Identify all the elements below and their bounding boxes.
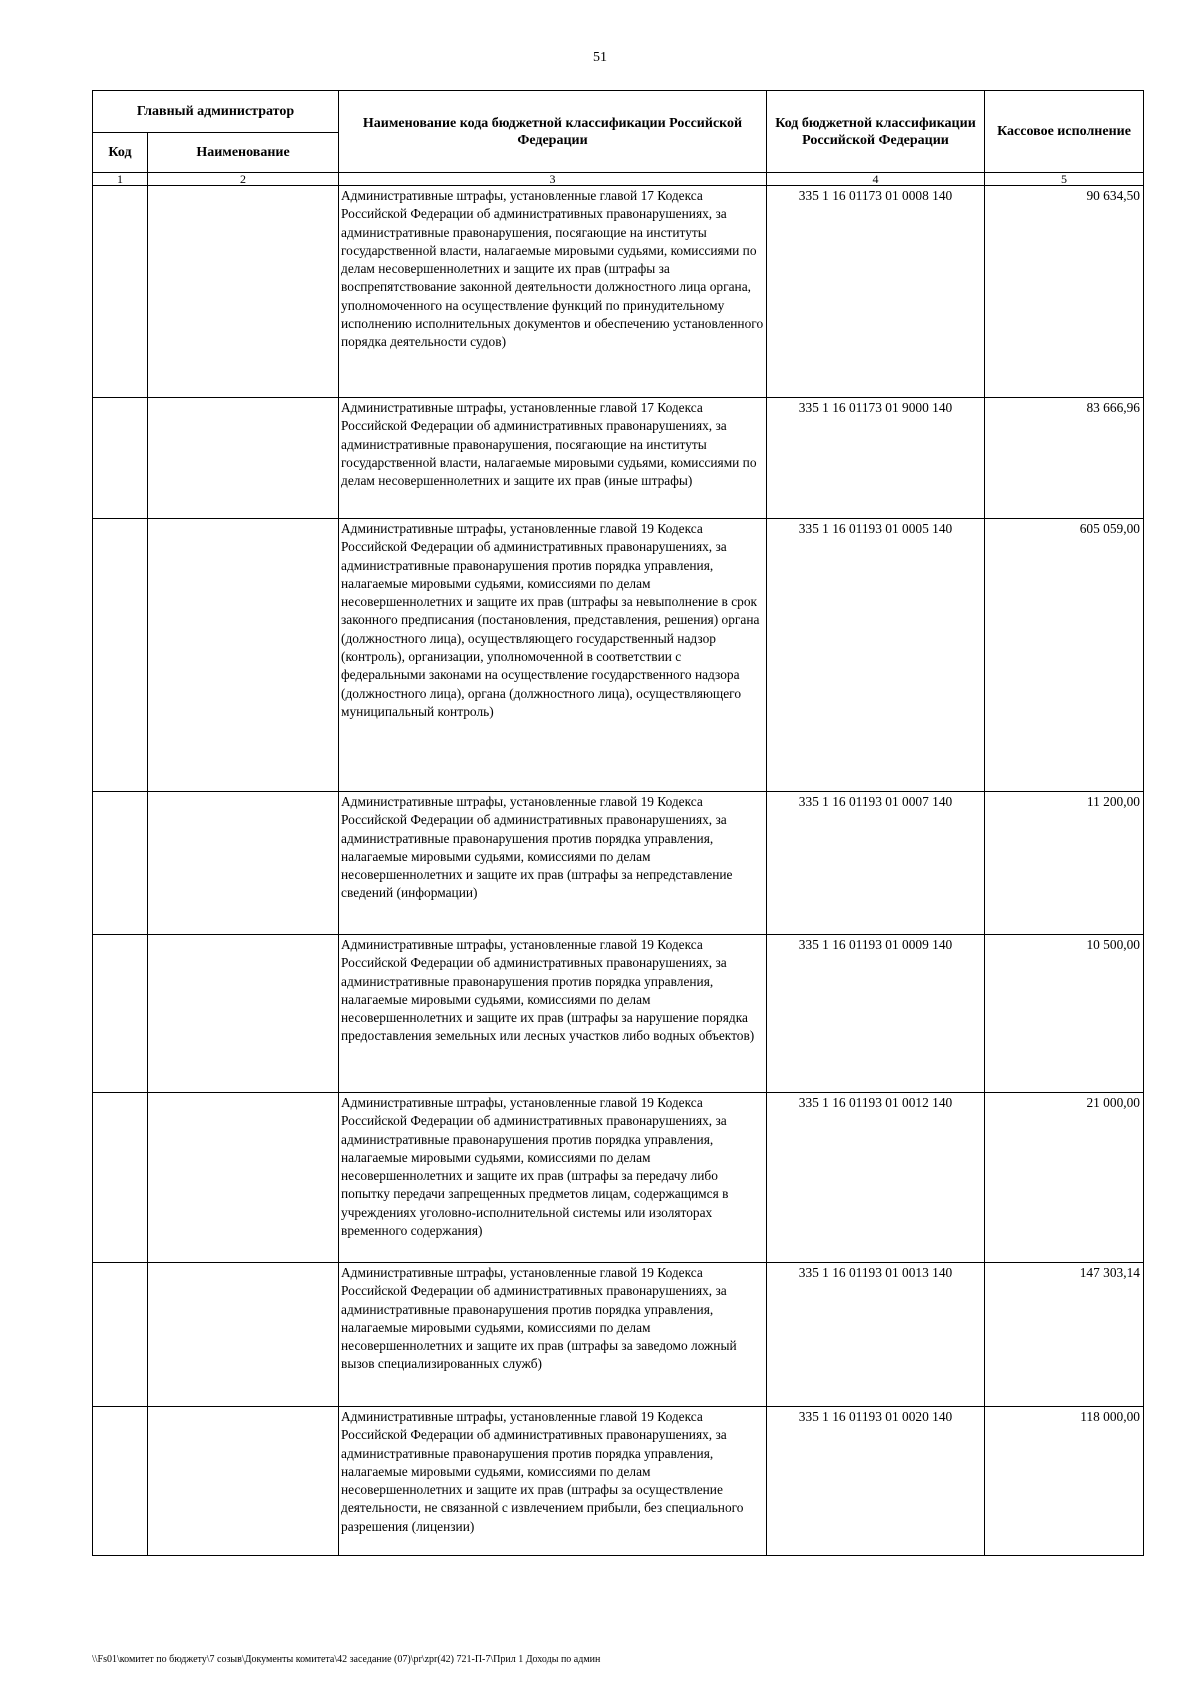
amount-cell: 21 000,00: [985, 1093, 1144, 1263]
amount-cell: 118 000,00: [985, 1407, 1144, 1556]
bk-name-cell: Административные штрафы, установленные главой 17 Кодекса Российской Федерации об административных правонарушениях, за административные правонарушения, посягающие на институты государственной власти, налагаемые мировыми судьями, комиссиями по делам несовершеннолетних и защите их прав (иные штрафы): [339, 398, 767, 519]
admin-code-cell: [93, 1407, 148, 1556]
header-name: Наименование: [148, 133, 339, 173]
bk-name-cell: Административные штрафы, установленные главой 19 Кодекса Российской Федерации об административных правонарушениях, за административные правонарушения против порядка управления, налагаемые мировыми судьями, комиссиями по делам несовершеннолетних и защите их прав (штрафы за непредставление сведений (информации): [339, 792, 767, 935]
bk-code-cell: 335 1 16 01193 01 0005 140: [767, 519, 985, 792]
amount-cell: 90 634,50: [985, 186, 1144, 398]
page-number: 51: [593, 50, 607, 65]
table-row: [93, 1263, 1144, 1407]
header-bk-code: Код бюджетной классификации Российской Федерации: [767, 91, 985, 173]
admin-name-cell: [148, 1407, 339, 1556]
bk-code-cell: 335 1 16 01193 01 0012 140: [767, 1093, 985, 1263]
amount-cell: 83 666,96: [985, 398, 1144, 519]
admin-code-cell: [93, 792, 148, 935]
admin-name-cell: [148, 935, 339, 1093]
admin-code-cell: [93, 186, 148, 398]
bk-code-cell: 335 1 16 01193 01 0009 140: [767, 935, 985, 1093]
bk-code-cell: 335 1 16 01173 01 0008 140: [767, 186, 985, 398]
amount-cell: 11 200,00: [985, 792, 1144, 935]
bk-name-cell: Административные штрафы, установленные главой 19 Кодекса Российской Федерации об административных правонарушениях, за административные правонарушения против порядка управления, налагаемые мировыми судьями, комиссиями по делам несовершеннолетних и защите их прав (штрафы за передачу либо попытку передачи запрещенных предметов лицам, содержащимся в учреждениях уголовно-исполнительной системы или изоляторах временного содержания): [339, 1093, 767, 1263]
admin-code-cell: [93, 1093, 148, 1263]
header-chief-admin: Главный администратор: [93, 91, 339, 133]
amount-cell: 10 500,00: [985, 935, 1144, 1093]
admin-name-cell: [148, 519, 339, 792]
table-row: [93, 519, 1144, 792]
table-row: [93, 792, 1144, 935]
table-row: [93, 935, 1144, 1093]
admin-name-cell: [148, 398, 339, 519]
admin-code-cell: [93, 519, 148, 792]
bk-code-cell: 335 1 16 01193 01 0007 140: [767, 792, 985, 935]
bk-code-cell: 335 1 16 01193 01 0013 140: [767, 1263, 985, 1407]
admin-name-cell: [148, 1093, 339, 1263]
amount-cell: 147 303,14: [985, 1263, 1144, 1407]
column-number: 2: [148, 173, 339, 186]
column-number: 4: [767, 173, 985, 186]
header-bk-name: Наименование кода бюджетной классификации Российской Федерации: [339, 91, 767, 173]
admin-code-cell: [93, 935, 148, 1093]
bk-name-cell: Административные штрафы, установленные главой 19 Кодекса Российской Федерации об административных правонарушениях, за административные правонарушения против порядка управления, налагаемые мировыми судьями, комиссиями по делам несовершеннолетних и защите их прав (штрафы за нарушение порядка предоставления земельных или лесных участков либо водных объектов): [339, 935, 767, 1093]
header-execution: Кассовое исполнение: [985, 91, 1144, 173]
bk-code-cell: 335 1 16 01173 01 9000 140: [767, 398, 985, 519]
table-row: [93, 186, 1144, 398]
bk-name-cell: Административные штрафы, установленные главой 19 Кодекса Российской Федерации об административных правонарушениях, за административные правонарушения против порядка управления, налагаемые мировыми судьями, комиссиями по делам несовершеннолетних и защите их прав (штрафы за невыполнение в срок законного предписания (постановления, представления, решения) органа (должностного лица), осуществляющего государственный надзор (контроль), организации, уполномоченной в соответствии с федеральными законами на осуществление государственного надзора (должностного лица), органа (должностного лица), осуществляющего муниципальный контроль): [339, 519, 767, 792]
admin-code-cell: [93, 398, 148, 519]
header-code: Код: [93, 133, 148, 173]
budget-table: [92, 90, 1144, 1556]
amount-cell: 605 059,00: [985, 519, 1144, 792]
footer-file-path: \\Fs01\комитет по бюджету\7 созыв\Документы комитета\42 заседание (07)\pr\zpr(42) 721-П-7\Прил 1 Доходы по админ: [92, 1654, 601, 1665]
column-number: 5: [985, 173, 1144, 186]
bk-name-cell: Административные штрафы, установленные главой 17 Кодекса Российской Федерации об административных правонарушениях, за административные правонарушения, посягающие на институты государственной власти, налагаемые мировыми судьями, комиссиями по делам несовершеннолетних и защите их прав (штрафы за воспрепятствование законной деятельности должностного лица органа, уполномоченного на осуществление функций по принудительному исполнению исполнительных документов и обеспечению установленного порядка деятельности судов): [339, 186, 767, 398]
admin-name-cell: [148, 792, 339, 935]
table-row: [93, 1093, 1144, 1263]
admin-name-cell: [148, 1263, 339, 1407]
bk-code-cell: 335 1 16 01193 01 0020 140: [767, 1407, 985, 1556]
bk-name-cell: Административные штрафы, установленные главой 19 Кодекса Российской Федерации об административных правонарушениях, за административные правонарушения против порядка управления, налагаемые мировыми судьями, комиссиями по делам несовершеннолетних и защите их прав (штрафы за заведомо ложный вызов специализированных служб): [339, 1263, 767, 1407]
table-row: [93, 398, 1144, 519]
column-number: 1: [93, 173, 148, 186]
bk-name-cell: Административные штрафы, установленные главой 19 Кодекса Российской Федерации об административных правонарушениях, за административные правонарушения против порядка управления, налагаемые мировыми судьями, комиссиями по делам несовершеннолетних и защите их прав (штрафы за осуществление деятельности, не связанной с извлечением прибыли, без специального разрешения (лицензии): [339, 1407, 767, 1556]
table-row: [93, 1407, 1144, 1556]
admin-code-cell: [93, 1263, 148, 1407]
admin-name-cell: [148, 186, 339, 398]
column-number: 3: [339, 173, 767, 186]
